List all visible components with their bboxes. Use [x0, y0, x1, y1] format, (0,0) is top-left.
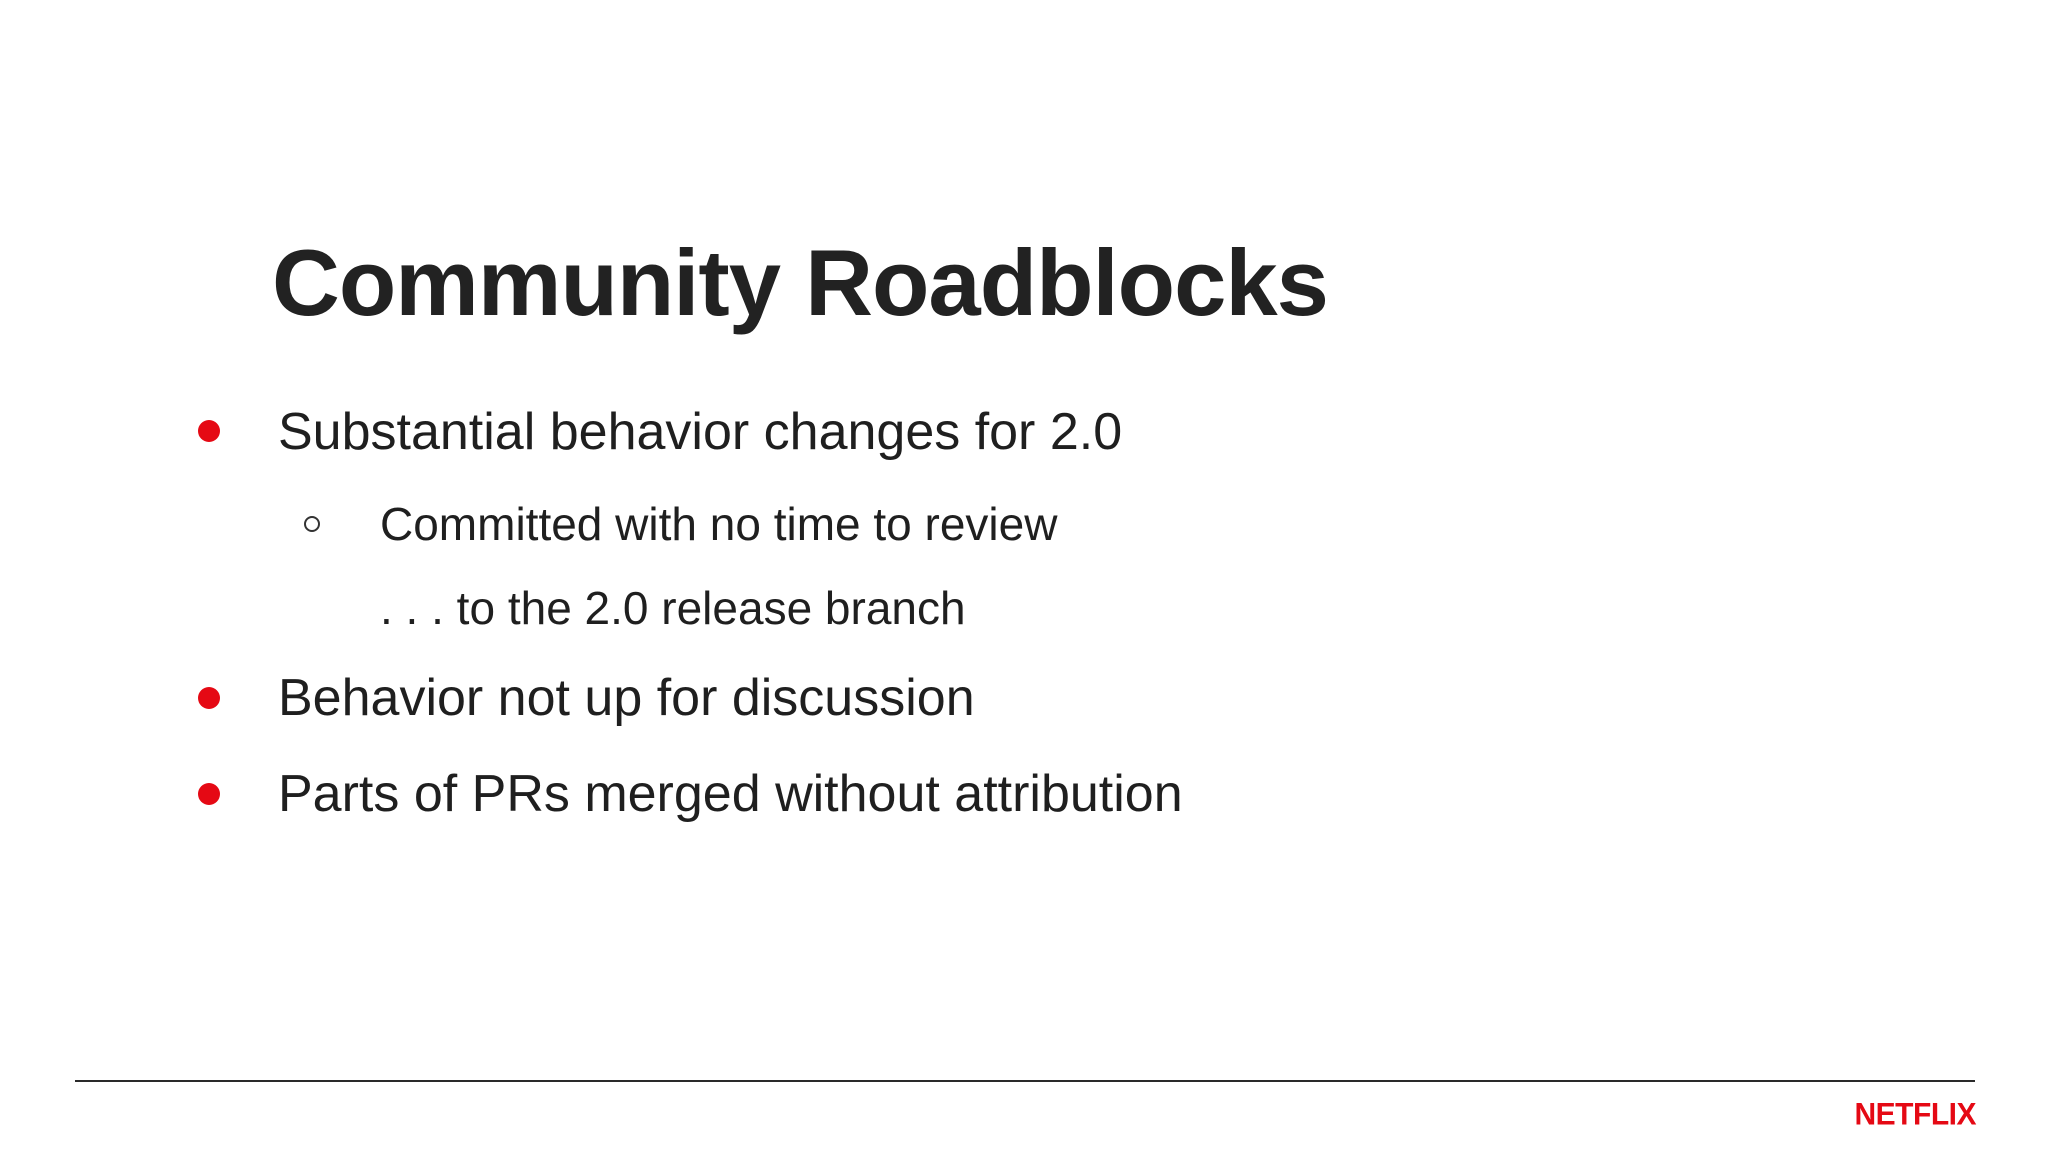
bullet-dot-icon [198, 420, 220, 442]
netflix-logo: NETFLIX [1854, 1097, 1976, 1132]
bullet-dot-icon [198, 687, 220, 709]
bullet-text: Parts of PRs merged without attribution [278, 765, 1183, 823]
footer-divider [75, 1080, 1975, 1082]
sub-bullet-continuation-text: . . . to the 2.0 release branch [380, 582, 966, 634]
slide-title: Community Roadblocks [272, 230, 1328, 335]
sub-bullet-text: Committed with no time to review [380, 498, 1058, 550]
bullet-text: Substantial behavior changes for 2.0 [278, 403, 1123, 461]
hollow-circle-icon [304, 516, 320, 532]
bullet-text: Behavior not up for discussion [278, 669, 975, 727]
bullet-dot-icon [198, 783, 220, 805]
